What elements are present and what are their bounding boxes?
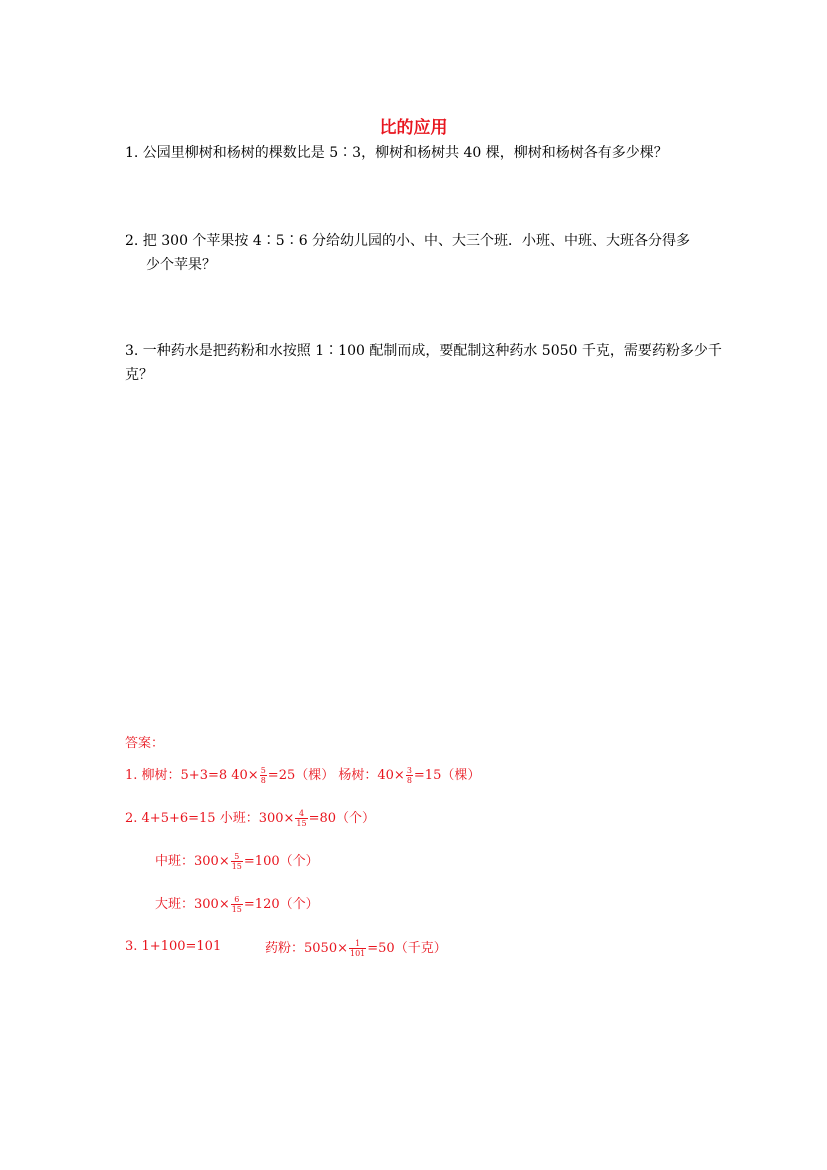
question-2-line1: 2. 把 300 个苹果按 4∶5∶6 分给幼儿园的小、中、大三个班．小班、中班、大班各分得多 xyxy=(125,233,691,249)
question-1-text: 1. 公园里柳树和杨树的棵数比是 5∶3，柳树和杨树共 40 棵，柳树和杨树各有多少棵？ xyxy=(125,145,668,161)
answer-1-mid: =25（棵） 杨树：40× xyxy=(267,768,405,783)
question-3-line1: 3. 一种药水是把药粉和水按照 1∶100 配制而成，要配制这种药水 5050 千克，需要药粉多少千 xyxy=(125,343,722,359)
answer-2-big-class xyxy=(155,893,319,914)
answer-2c-suffix: =120（个） xyxy=(243,897,319,912)
fraction-numerator: 1 xyxy=(349,939,366,949)
fraction xyxy=(406,766,413,785)
fraction-numerator: 5 xyxy=(260,766,266,775)
answer-3-prefix: 药粉：5050× xyxy=(265,941,348,956)
fraction-denominator: 8 xyxy=(260,776,266,785)
fraction-numerator: 3 xyxy=(406,766,412,775)
answer-2-middle-class xyxy=(155,850,319,871)
fraction-numerator: 6 xyxy=(231,895,243,905)
question-2-line2: 少个苹果？ xyxy=(146,257,216,273)
page-title: 比的应用 xyxy=(379,118,448,138)
answer-3 xyxy=(265,937,447,958)
answer-2-prefix: 2. 4+5+6=15 小班：300× xyxy=(125,811,295,826)
question-3 xyxy=(125,339,722,387)
answer-2-suffix: =80（个） xyxy=(308,811,376,826)
answers-header: 答案： xyxy=(125,736,165,751)
fraction-numerator: 4 xyxy=(295,809,307,819)
fraction-denominator: 8 xyxy=(406,776,412,785)
fraction-denominator: 101 xyxy=(349,949,366,958)
answer-2b-suffix: =100（个） xyxy=(243,854,319,869)
answer-2b-prefix: 中班：300× xyxy=(155,854,230,869)
answer-1-prefix: 1. 柳树：5+3=8 40× xyxy=(125,768,259,783)
fraction xyxy=(231,852,243,871)
fraction-denominator: 15 xyxy=(231,862,242,871)
answer-3-left: 3. 1+100=101 xyxy=(125,939,222,954)
question-3-line2: 克？ xyxy=(125,367,153,383)
fraction-numerator: 5 xyxy=(231,852,243,862)
fraction xyxy=(231,895,243,914)
answer-3-suffix: =50（千克） xyxy=(367,941,447,956)
answer-2 xyxy=(125,807,375,828)
fraction xyxy=(260,766,267,785)
fraction-denominator: 15 xyxy=(231,905,242,914)
answer-1-suffix: =15（棵） xyxy=(413,768,481,783)
question-1 xyxy=(125,141,668,165)
answer-2c-prefix: 大班：300× xyxy=(155,897,230,912)
question-2 xyxy=(125,229,690,277)
answer-1 xyxy=(125,764,480,785)
fraction-denominator: 15 xyxy=(296,819,307,828)
fraction xyxy=(349,939,366,958)
fraction xyxy=(295,809,307,828)
